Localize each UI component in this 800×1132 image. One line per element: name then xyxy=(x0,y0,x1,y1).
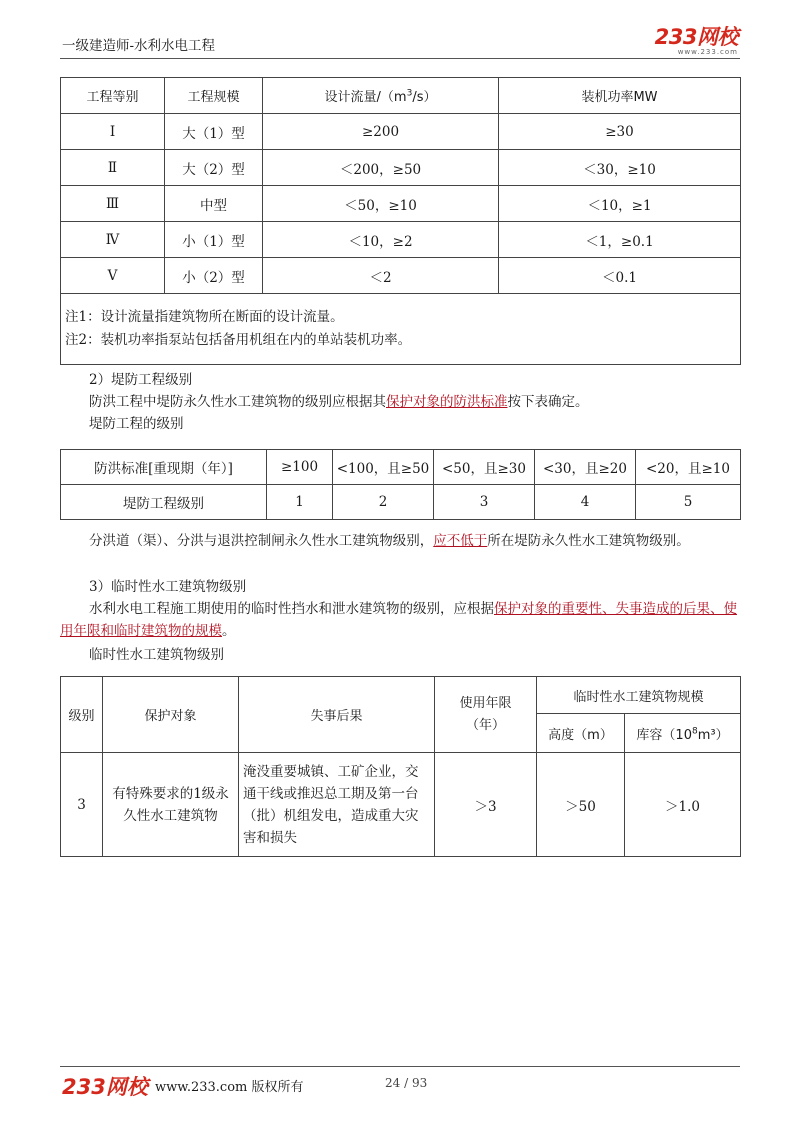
col-header: 级别 xyxy=(61,677,103,753)
temporary-table xyxy=(60,676,741,857)
cell: 中型 xyxy=(165,186,263,222)
cell: ＜200，≥50 xyxy=(263,150,499,186)
cell: 防洪标准[重现期（年）] xyxy=(61,450,267,485)
cell: <30，且≥20 xyxy=(535,450,636,485)
table-row xyxy=(61,485,741,520)
cell: 大（1）型 xyxy=(165,114,263,150)
cell: 小（1）型 xyxy=(165,222,263,258)
paragraph-2: 防洪工程中堤防永久性水工建筑物的级别应根据其保护对象的防洪标准按下表确定。 xyxy=(89,394,589,410)
table-row xyxy=(61,222,741,258)
levee-table xyxy=(60,449,741,520)
table-caption-2: 堤防工程的级别 xyxy=(89,416,184,432)
col-header: 工程等别 xyxy=(61,78,165,114)
cell: ≥30 xyxy=(499,114,741,150)
page-number: 24 / 93 xyxy=(385,1076,428,1090)
cell: ＜50，≥10 xyxy=(263,186,499,222)
cell: ＜10，≥2 xyxy=(263,222,499,258)
notes-row xyxy=(61,294,741,365)
table-notes xyxy=(61,294,741,365)
cell: 堤防工程级别 xyxy=(61,485,267,520)
paragraph-divert: 分洪道（渠）、分洪与退洪控制闸永久性水工建筑物级别，应不低于所在堤防永久性水工建筑物级别。 xyxy=(89,533,690,549)
doc-title: 一级建造师-水利水电工程 xyxy=(62,38,216,54)
table-header-row xyxy=(61,677,741,714)
col-header: 使用年限（年） xyxy=(435,677,537,753)
cell: Ⅰ xyxy=(61,114,165,150)
table-caption-3: 临时性水工建筑物级别 xyxy=(89,647,224,663)
note-2: 注2：装机功率指泵站包括备用机组在内的单站装机功率。 xyxy=(65,332,412,348)
section-heading-2: 2）堤防工程级别 xyxy=(89,372,193,388)
table-row xyxy=(61,114,741,150)
cell: ＞3 xyxy=(435,753,537,857)
table-row xyxy=(61,186,741,222)
page-footer xyxy=(60,1066,740,1097)
cell: 4 xyxy=(535,485,636,520)
col-header: 临时性水工建筑物规模 xyxy=(537,677,741,714)
col-header: 失事后果 xyxy=(239,677,435,753)
grade-table xyxy=(60,77,741,365)
cell: 5 xyxy=(636,485,741,520)
cell: ≥100 xyxy=(267,450,333,485)
cell: ＞1.0 xyxy=(625,753,741,857)
cell: Ⅲ xyxy=(61,186,165,222)
table-header-row xyxy=(61,78,741,114)
section-heading-3: 3）临时性水工建筑物级别 xyxy=(89,579,247,595)
col-header: 工程规模 xyxy=(165,78,263,114)
table-row xyxy=(61,258,741,294)
col-header: 保护对象 xyxy=(103,677,239,753)
cell: 小（2）型 xyxy=(165,258,263,294)
logo-url: www.233.com xyxy=(677,48,738,56)
cell: ＜1，≥0.1 xyxy=(499,222,741,258)
col-header: 装机功率MW xyxy=(499,78,741,114)
paragraph-3: 水利水电工程施工期使用的临时性挡水和泄水建筑物的级别，应根据保护对象的重要性、失事造成的后果、使用年限和临时建筑物的规模。 xyxy=(60,601,737,639)
cell: <50，且≥30 xyxy=(434,450,535,485)
footer-brand: 233网校 xyxy=(62,1075,148,1099)
cell: ＜2 xyxy=(263,258,499,294)
cell: 2 xyxy=(333,485,434,520)
cell: ＜30，≥10 xyxy=(499,150,741,186)
cell: <100，且≥50 xyxy=(333,450,434,485)
table-row xyxy=(61,753,741,857)
brand-logo xyxy=(655,26,738,56)
cell: 大（2）型 xyxy=(165,150,263,186)
cell: ＜0.1 xyxy=(499,258,741,294)
cell: ＜10，≥1 xyxy=(499,186,741,222)
cell: 3 xyxy=(434,485,535,520)
cell: Ⅳ xyxy=(61,222,165,258)
col-header: 库容$(10^8m^3)$ xyxy=(625,714,741,753)
cell: 3 xyxy=(61,753,103,857)
col-header: 高度（m） xyxy=(537,714,625,753)
cell: ≥200 xyxy=(263,114,499,150)
cell: ＞50 xyxy=(537,753,625,857)
cell: Ⅴ xyxy=(61,258,165,294)
cell: 淹没重要城镇、工矿企业，交通干线或推迟总工期及第一台（批）机组发电，造成重大灾害和损失 xyxy=(239,753,435,857)
logo-brand: 233网校 xyxy=(654,25,738,49)
cell: Ⅱ xyxy=(61,150,165,186)
footer-copyright: www.233.com 版权所有 xyxy=(155,1080,304,1095)
page-header xyxy=(60,24,740,59)
note-1: 注1：设计流量指建筑物所在断面的设计流量。 xyxy=(65,309,344,325)
cell: 1 xyxy=(267,485,333,520)
cell: 有特殊要求的1级永久性水工建筑物 xyxy=(103,753,239,857)
cell: <20，且≥10 xyxy=(636,450,741,485)
table-row xyxy=(61,450,741,485)
col-header: 设计流量$/(m^3/s)$ xyxy=(263,78,499,114)
table-row xyxy=(61,150,741,186)
